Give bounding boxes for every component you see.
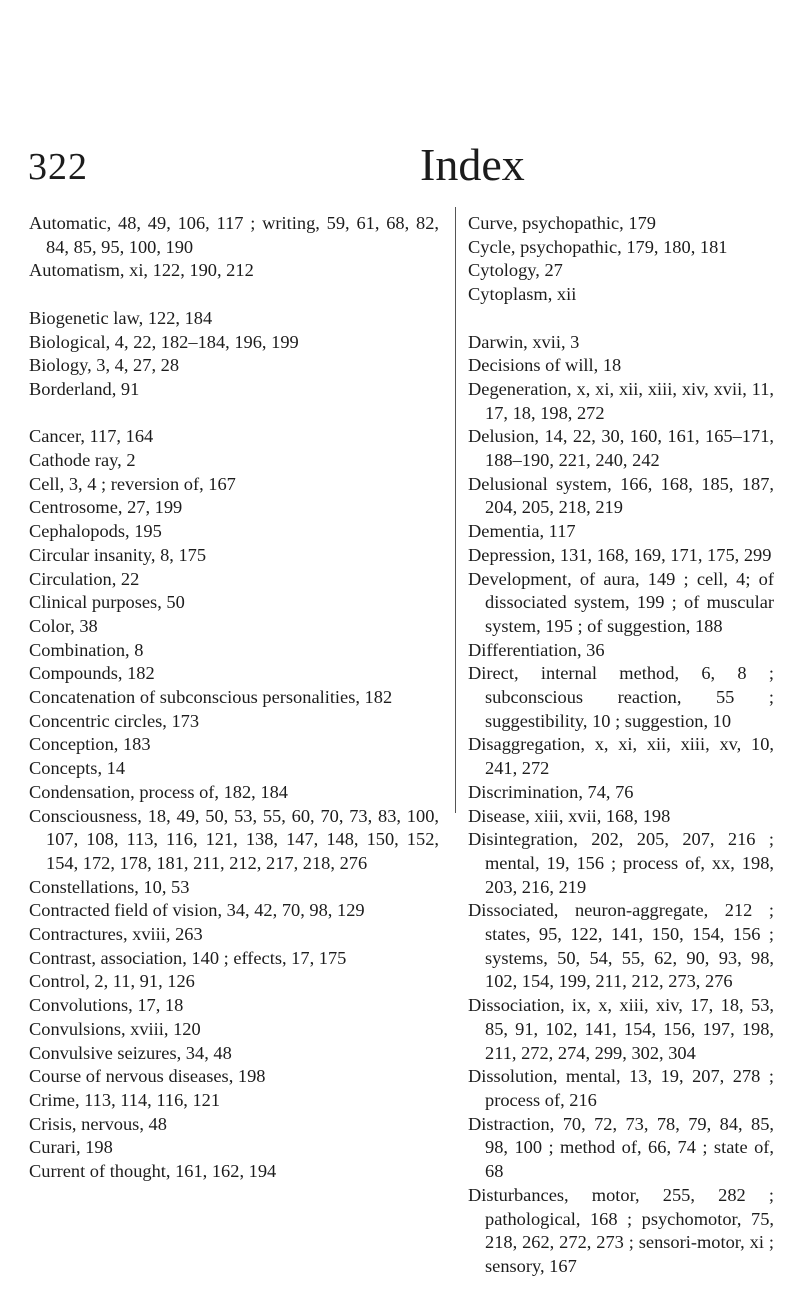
index-entry: Distraction, 70, 72, 73, 78, 79, 84, 85, 98, 100 ; method of, 66, 74 ; state of, 68 (468, 1113, 774, 1182)
index-entry: Biological, 4, 22, 182–184, 196, 199 (29, 331, 299, 352)
page-number: 322 (28, 146, 88, 188)
index-entry: Cathode ray, 2 (29, 450, 136, 470)
index-entry: Centrosome, 27, 199 (29, 497, 183, 518)
index-entry: Discrimination, 74, 76 (468, 781, 634, 802)
index-entry: Circular insanity, 8, 175 (29, 544, 207, 565)
index-entry: Color, 38 (29, 615, 98, 636)
index-entry: Cephalopods, 195 (29, 521, 162, 542)
index-entry: Disintegration, 202, 205, 207, 216 ; mental, 19, 156 ; process of, xx, 198, 203, 216, 219 (468, 829, 774, 897)
index-entry: Delusional system, 166, 168, 185, 187, 204, 205, 218, 219 (468, 473, 774, 518)
letter-group-spacer (29, 402, 439, 426)
index-entry: Disturbances, motor, 255, 282 ; pathological, 168 ; psychomotor, 75, 218, 262, 272, 273 ; sensori-motor, xi ; sensory, 167 (468, 1184, 774, 1276)
index-entry: Depression, 131, 168, 169, 171, 175, 299 (468, 544, 772, 565)
index-entry: Dissociated, neuron-aggregate, 212 ; states, 95, 122, 141, 150, 154, 156 ; systems, 50, 54, 55, 62, 90, 93, 98, 102, 154, 199, 211, 212, 273, 276 (468, 900, 774, 992)
index-entry: Darwin, xvii, 3 (468, 331, 580, 352)
index-entry: Borderland, 91 (29, 378, 140, 399)
index-column-right (468, 212, 774, 1279)
index-entry: Circulation, 22 (29, 568, 140, 589)
index-entry: Constellations, 10, 53 (29, 876, 190, 897)
index-entry: Biogenetic law, 122, 184 (29, 307, 213, 328)
index-entry: Cell, 3, 4 ; reversion of, 167 (29, 473, 236, 494)
letter-group-spacer (29, 283, 439, 307)
page-title: Index (420, 139, 525, 190)
index-entry: Biology, 3, 4, 27, 28 (29, 355, 180, 376)
index-entry: Concatenation of subconscious personalities, 182 (29, 687, 393, 708)
index-entry: Convulsive seizures, 34, 48 (29, 1042, 232, 1063)
index-entry: Cytoplasm, xii (468, 284, 577, 305)
index-entry: Dissolution, mental, 13, 19, 207, 278 ; process of, 216 (468, 1066, 774, 1110)
index-entry: Concentric circles, 173 (29, 710, 200, 731)
index-entry: Compounds, 182 (29, 663, 155, 684)
index-entry: Delusion, 14, 22, 30, 160, 161, 165–171, 188–190, 221, 240, 242 (468, 426, 774, 471)
index-entry: Control, 2, 11, 91, 126 (29, 971, 195, 992)
index-entry: Crisis, nervous, 48 (29, 1113, 167, 1134)
index-entry: Decisions of will, 18 (468, 355, 622, 376)
index-entry: Crime, 113, 114, 116, 121 (29, 1089, 221, 1110)
index-entry: Curari, 198 (29, 1137, 113, 1158)
index-column-left (29, 212, 439, 1184)
index-entry: Convulsions, xviii, 120 (29, 1018, 201, 1039)
column-divider (455, 207, 456, 813)
letter-group-spacer (468, 307, 774, 331)
index-entry: Degeneration, x, xi, xii, xiii, xiv, xvii, 11, 17, 18, 198, 272 (468, 378, 774, 423)
index-entry: Cycle, psychopathic, 179, 180, 181 (468, 236, 728, 257)
index-entry: Dementia, 117 (468, 521, 576, 542)
index-entry: Cytology, 27 (468, 260, 563, 281)
index-entry: Dissociation, ix, x, xiii, xiv, 17, 18, 53, 85, 91, 102, 141, 154, 156, 197, 198, 211, 272, 274, 299, 302, 304 (468, 995, 774, 1063)
index-entry: Automatic, 48, 49, 106, 117 ; writing, 59, 61, 68, 82, 84, 85, 95, 100, 190 (29, 213, 439, 257)
index-entry: Combination, 8 (29, 639, 144, 660)
index-entry: Contractures, xviii, 263 (29, 924, 203, 945)
index-entry: Contrast, association, 140 ; effects, 17, 175 (29, 947, 347, 968)
index-entry: Convolutions, 17, 18 (29, 995, 184, 1016)
index-entry: Disease, xiii, xvii, 168, 198 (468, 805, 671, 826)
index-entry: Conception, 183 (29, 734, 151, 755)
index-entry: Development, of aura, 149 ; cell, 4; of dissociated system, 199 ; of muscular system, 195 ; of suggestion, 188 (468, 568, 774, 636)
index-entry: Condensation, process of, 182, 184 (29, 781, 288, 802)
index-entry: Disaggregation, x, xi, xii, xiii, xv, 10, 241, 272 (468, 734, 774, 779)
index-entry: Automatism, xi, 122, 190, 212 (29, 260, 254, 281)
index-entry: Direct, internal method, 6, 8 ; subconscious reaction, 55 ; suggestibility, 10 ; suggestion, 10 (468, 663, 774, 731)
index-entry: Course of nervous diseases, 198 (29, 1066, 266, 1087)
index-entry: Contracted field of vision, 34, 42, 70, 98, 129 (29, 900, 365, 921)
index-entry: Clinical purposes, 50 (29, 592, 185, 613)
index-entry: Cancer, 117, 164 (29, 426, 154, 447)
index-entry: Curve, psychopathic, 179 (468, 213, 656, 233)
index-entry: Current of thought, 161, 162, 194 (29, 1161, 277, 1182)
index-entry: Concepts, 14 (29, 758, 126, 779)
index-entry: Differentiation, 36 (468, 639, 605, 660)
index-entry: Consciousness, 18, 49, 50, 53, 55, 60, 70, 73, 83, 100, 107, 108, 113, 116, 121, 138, 147, 148, 150, 152, 154, 172, 178, 181, 211, 212, 217, 218, 276 (29, 805, 439, 873)
